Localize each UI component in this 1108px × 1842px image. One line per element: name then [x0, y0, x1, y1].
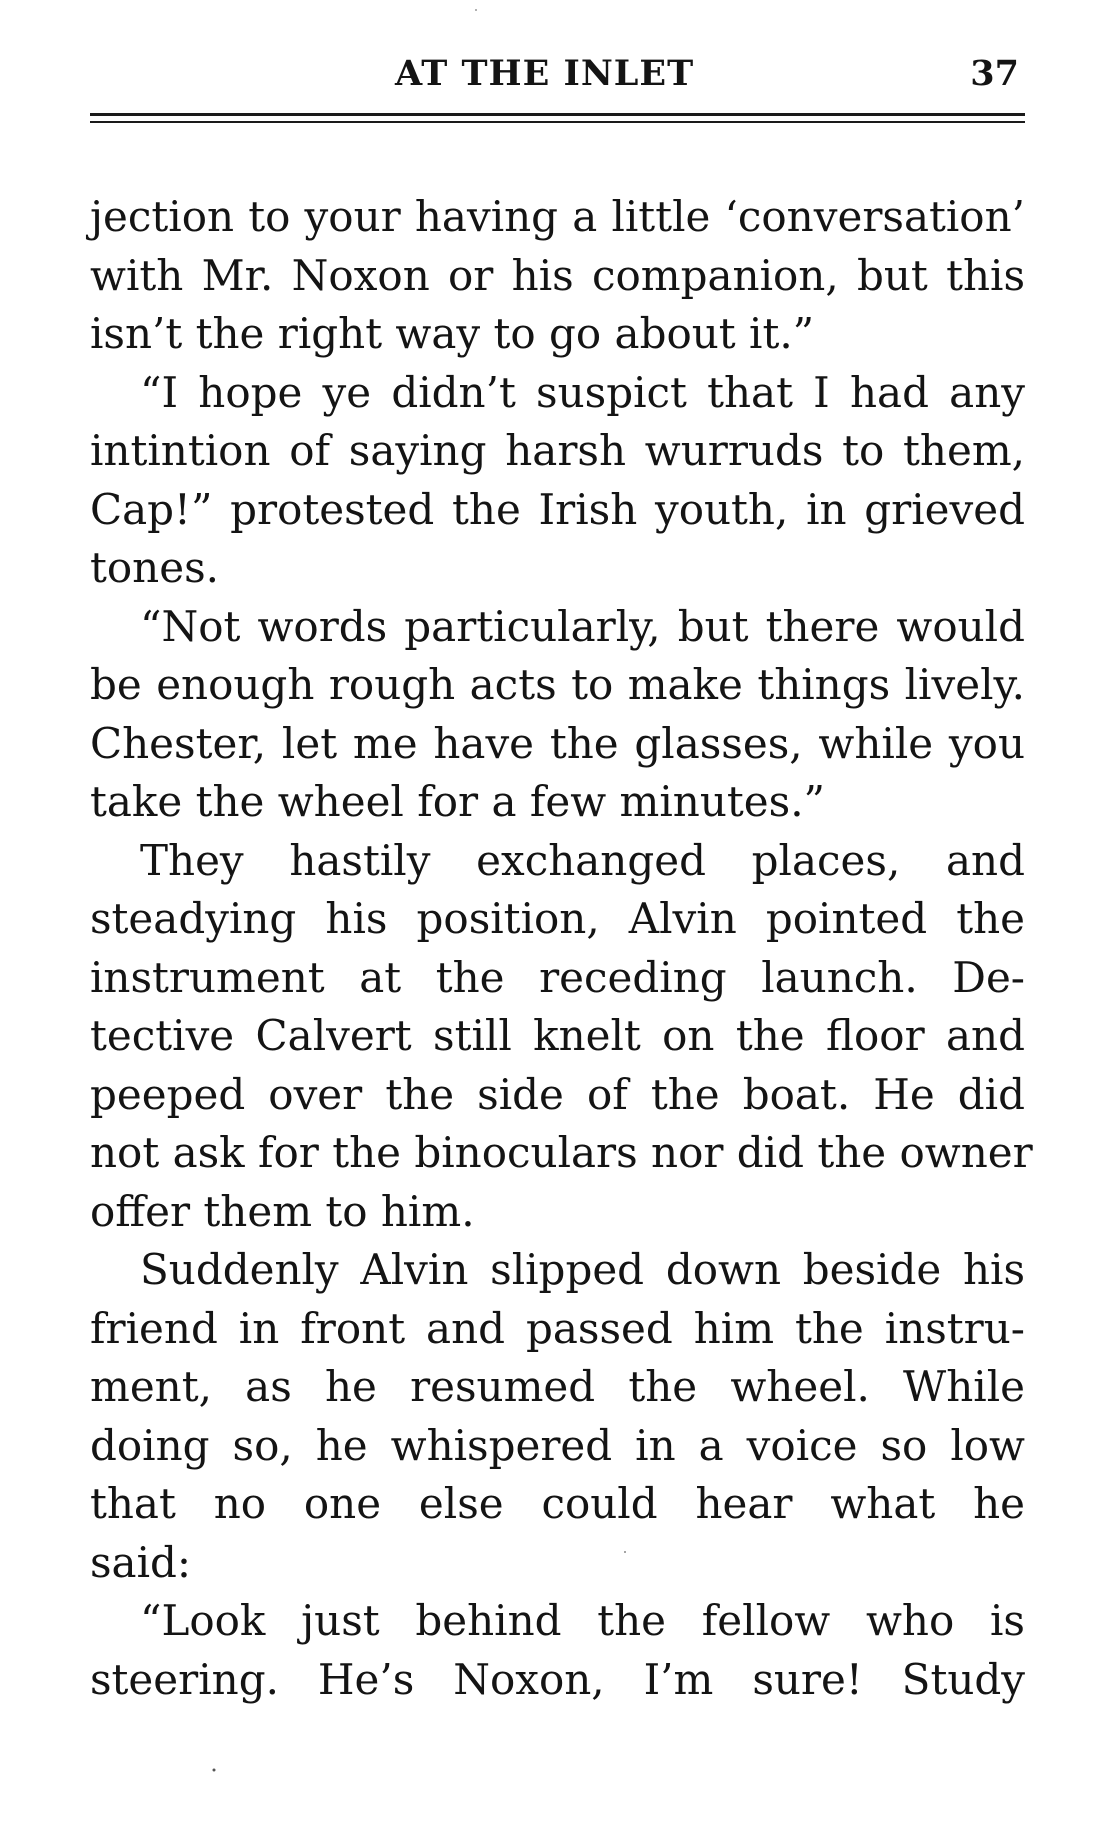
text-line: be enough rough acts to make things lively. [90, 660, 1025, 709]
running-head [90, 52, 1025, 108]
text-line: doing so, he whispered in a voice so low [90, 1420, 1025, 1470]
header-rule-thin [90, 121, 1025, 123]
page-number: 37 [970, 53, 1019, 94]
text-line: tective Calvert still knelt on the floor and [90, 1011, 1025, 1060]
text-line: take the wheel for a few minutes.” [90, 777, 826, 826]
text-line: “Not words particularly, but there would [140, 601, 1025, 651]
text-line: tones. [90, 543, 219, 592]
header-rule-thick [90, 113, 1025, 116]
text-line: Suddenly Alvin slipped down beside his [140, 1245, 1025, 1294]
text-line: offer them to him. [90, 1186, 475, 1236]
text-line: jection to your having a little ‘conversation’ [90, 192, 1025, 241]
body-text [90, 188, 1033, 1709]
text-line: friend in front and passed him the instru- [90, 1303, 1025, 1353]
text-line: Chester, let me have the glasses, while you [90, 718, 1025, 768]
running-title: AT THE INLET [395, 53, 695, 94]
text-line: said: [90, 1537, 192, 1587]
text-line: peeped over the side of the boat. He did [90, 1069, 1025, 1119]
text-line: intintion of saying harsh wurruds to them, [90, 426, 1025, 475]
text-line: isn’t the right way to go about it.” [90, 309, 815, 358]
text-line: “Look just behind the fellow who is [140, 1596, 1025, 1645]
text-line: instrument at the receding launch. De- [90, 952, 1025, 1002]
text-line: “I hope ye didn’t suspict that I had any [140, 367, 1025, 417]
text-line: steering. He’s Noxon, I’m sure! Study [90, 1654, 1025, 1704]
text-line: with Mr. Noxon or his companion, but this [90, 250, 1025, 300]
text-line: not ask for the binoculars nor did the owner [90, 1128, 1033, 1177]
text-line: They hastily exchanged places, and [140, 835, 1025, 885]
text-line: that no one else could hear what he [90, 1479, 1025, 1528]
text-line: Cap!” protested the Irish youth, in grieved [90, 484, 1025, 534]
text-line: steadying his position, Alvin pointed the [90, 894, 1025, 943]
text-line: ment, as he resumed the wheel. While [90, 1362, 1025, 1411]
